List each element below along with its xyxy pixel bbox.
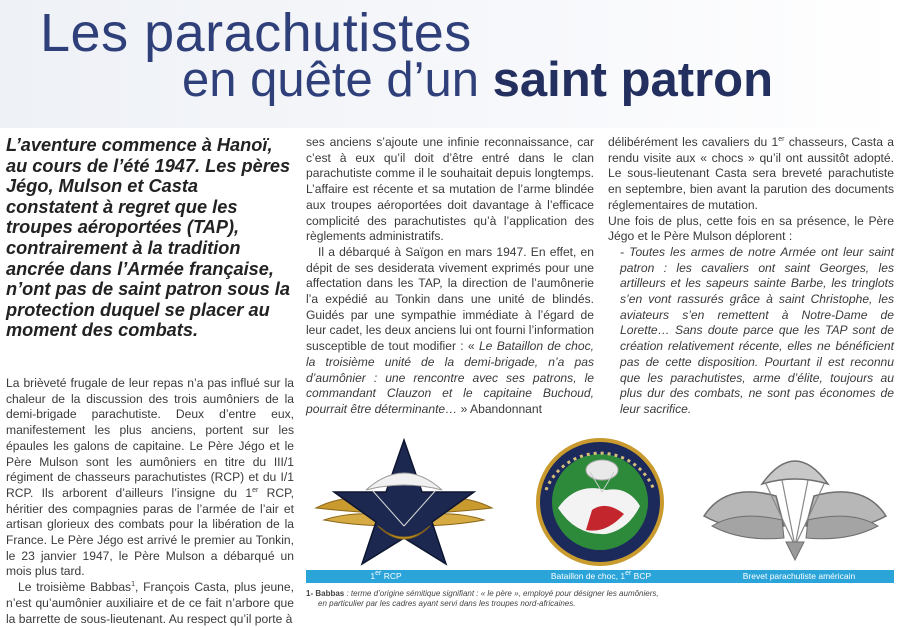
- footnote-text-2: en particulier par les cadres ayant servi dans les troupes nord-africaines.: [318, 599, 576, 608]
- rcp-insignia-image: [316, 440, 492, 564]
- col2-p2-end: » Abandonnant: [457, 401, 542, 416]
- col3-quote: - Toutes les armes de notre Armée ont leur saint patron : les cavaliers ont saint Georges, les artilleurs et les sapeurs sainte Barbe, les tringlots s’en vont rassurés grâce à saint Christophe, les aviateurs s’en remettent à Notre-Dame de Lorette… Sans doute parce que les TAP sont de création relativement récente, elles ne bénéficient pas de cette disposition. Pourtant il est reconnu que les parachutistes, arme d’élite, toujours au plus dur des combats, ne sont pas économes de leur sacrifice.: [620, 244, 894, 416]
- col3-paragraph-1: [608, 135, 894, 214]
- us-parachutist-badge-image: [704, 461, 886, 560]
- col1-paragraph-1: [6, 376, 294, 580]
- column-3: [608, 135, 894, 418]
- col1-p2-text: Le troisième Babbas: [18, 580, 132, 595]
- caption-1-text: 1: [370, 571, 376, 581]
- caption-band: [306, 570, 894, 583]
- title-line-2-plain: en quête d’un: [182, 53, 493, 107]
- col3-p1-end: chasseurs, Casta a rendu visite aux « chocs » qu’il ont aussitôt adopté. Le sous-lieutenant Casta sera breveté parachutiste en septembre, bien avant la parution des documents réglementaires de mutation.: [608, 135, 894, 212]
- title-line-2: [182, 52, 773, 108]
- caption-2-end: BCP: [631, 571, 652, 581]
- col1-paragraph-2: [6, 580, 294, 627]
- col2-p2-text: Il a débarqué à Saïgon en mars 1947. En effet, en dépit de ses desiderata vivement exprimés pour une affectation dans les TAP, la direction de l’aumônerie l’a expédié au Tonkin dans une unité de blindés. Guidés par une sympathie immédiate à l’égard de leur cadet, les deux anciens lui ont fourni l’information susceptible de tout modifier : «: [306, 244, 594, 354]
- col3-p1-sup: er: [778, 135, 785, 143]
- footnote-text-1: : terme d’origine sémitique signifiant : « le père », employé pour désigner les aumôniers,: [344, 589, 659, 598]
- lead-paragraph: L’aventure commence à Hanoï, au cours de l’été 1947. Les pères Jégo, Mulson et Casta constatent à regret que les troupes aéroportées (TAP), contrairement à la tradition ancrée dans l’Armée française, n’ont pas de saint patron sous la protection duquel se placer au moment des combats.: [6, 135, 291, 341]
- col1-p2-end: , François Casta, plus jeune, n’est qu’aumônier auxiliaire et de ce fait n’arbore que la barrette de sous-lieutenant. Au respect qu’il porte à: [6, 580, 294, 626]
- column-1: [6, 376, 294, 627]
- col3-p1-text: délibérément les cavaliers du 1: [608, 135, 779, 149]
- col1-p2-sup: 1: [131, 581, 136, 589]
- col3-paragraph-2: Une fois de plus, cette fois en sa présence, le Père Jégo et le Père Mulson déplorent :: [608, 213, 894, 244]
- insignia-images: [306, 430, 894, 570]
- col2-paragraph-2: [306, 245, 594, 418]
- caption-1-sup: er: [375, 570, 382, 578]
- caption-bataillon-de-choc: [506, 571, 696, 581]
- choc-insignia-image: [538, 440, 662, 564]
- title-band: [0, 0, 900, 128]
- caption-2-text: Bataillon de choc, 1: [550, 571, 626, 581]
- col1-p1-sup: er: [252, 486, 259, 494]
- title-line-1: Les parachutistes: [40, 3, 472, 63]
- caption-brevet-americain: Brevet parachutiste américain: [742, 571, 856, 581]
- title-line-2-bold: saint patron: [492, 53, 774, 107]
- col1-p1-text: La brièveté frugale de leur repas n’a pas influé sur la chaleur de la discussion des trois aumôniers de la demi-brigade parachutiste. Deux d’entre eux, manifestement les plus anciens, portent sur les épaules les galons de capitaine. Le Père Jégo et le Père Mulson sont les aumôniers en titre du III/1 régiment de chasseurs parachutistes (RCP) et du I/1 RCP. Ils arborent d’ailleurs l’insigne du 1: [6, 376, 294, 500]
- col1-p1-end: RCP, héritier des compagnies paras de l’armée de l’air et artisan glorieux des combats pour la libération de la France. Le Père Jégo est arrivé le premier au Tonkin, le 23 janvier 1947, le Père Mulson a débarqué un mois plus tard.: [6, 485, 294, 579]
- footnote-label: 1- Babbas: [306, 589, 345, 598]
- caption-2-sup: er: [625, 570, 632, 578]
- col2-paragraph-1: ses anciens s’ajoute une infinie reconnaissance, car c’est à eux qu’il doit d’être entré dans le clan parachutiste comme il le souhaitait depuis longtemps. L’affaire est récente et sa mutation de l’arme blindée aux troupes aéroportées doit davantage à l’efficace complicité des parachutistes qu’à l’application des règlements administratifs.: [306, 135, 594, 244]
- caption-1er-rcp: [306, 571, 466, 581]
- column-2: [306, 135, 594, 418]
- footnote: [306, 589, 894, 609]
- col2-p2-quote: Le Bataillon de choc, la troisième unité de la demi-brigade, n’a pas d’aumônier : une rencontre avec ses patrons, le commandant Clauzon et le capitaine Buchoud, pourrait être déterminante…: [306, 339, 595, 416]
- caption-1-end: RCP: [381, 571, 402, 581]
